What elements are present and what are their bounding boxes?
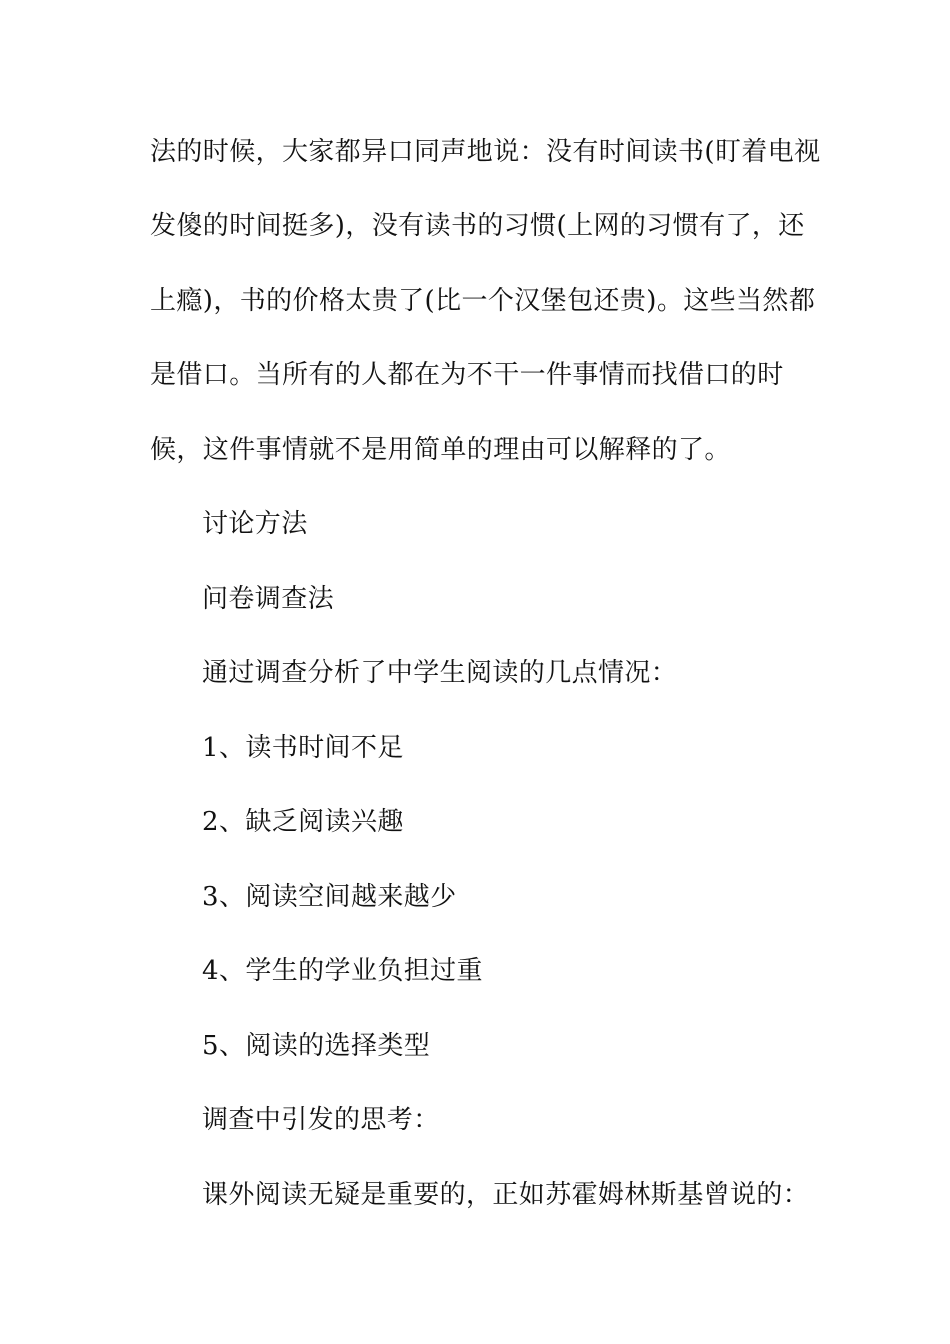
finding-item-4: 4、学生的学业负担过重 — [202, 956, 483, 986]
paragraph-line-1: 法的时候，大家都异口同声地说：没有时间读书(盯着电视 — [150, 137, 821, 167]
survey-intro: 通过调查分析了中学生阅读的几点情况： — [202, 658, 678, 688]
finding-item-1: 1、读书时间不足 — [202, 733, 404, 763]
paragraph-line-2: 发傻的时间挺多)，没有读书的习惯(上网的习惯有了，还 — [150, 211, 805, 241]
method-questionnaire: 问卷调查法 — [202, 584, 335, 614]
finding-item-5: 5、阅读的选择类型 — [202, 1031, 431, 1061]
reflection-text: 课外阅读无疑是重要的，正如苏霍姆林斯基曾说的： — [202, 1180, 810, 1210]
paragraph-line-3: 上瘾)，书的价格太贵了(比一个汉堡包还贵)。这些当然都 — [150, 286, 816, 316]
paragraph-line-5: 候，这件事情就不是用简单的理由可以解释的了。 — [150, 435, 731, 465]
reflection-heading: 调查中引发的思考： — [202, 1105, 440, 1135]
paragraph-line-4: 是借口。当所有的人都在为不干一件事情而找借口的时 — [150, 360, 784, 390]
heading-discussion-method: 讨论方法 — [202, 509, 308, 539]
finding-item-2: 2、缺乏阅读兴趣 — [202, 807, 404, 837]
finding-item-3: 3、阅读空间越来越少 — [202, 882, 457, 912]
